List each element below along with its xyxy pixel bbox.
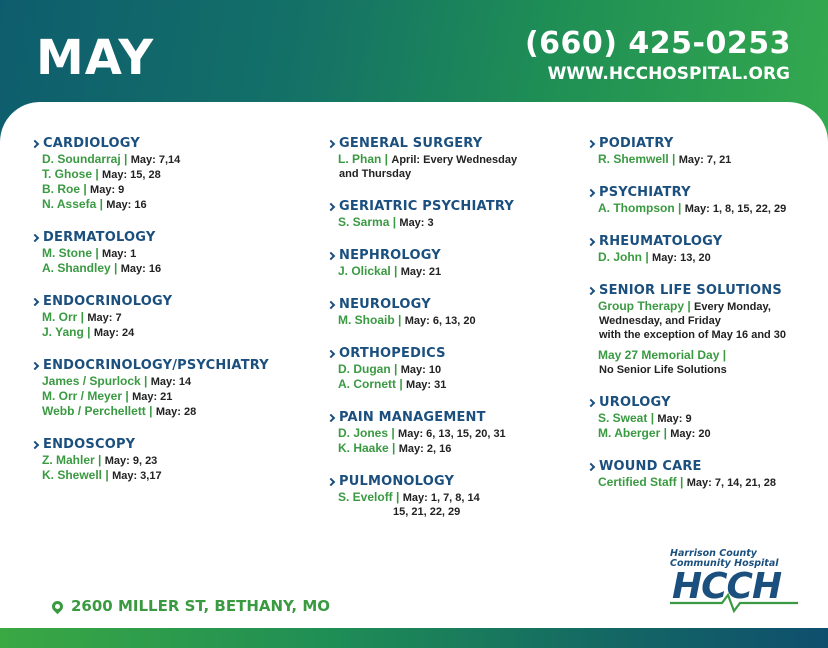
specialty-title	[587, 459, 817, 475]
provider-entry	[587, 299, 817, 314]
separator: |	[388, 426, 399, 440]
specialty-title-text: RHEUMATOLOGY	[599, 234, 723, 249]
provider-entry	[327, 152, 577, 167]
chevron-right-icon	[587, 238, 595, 246]
separator: |	[394, 313, 405, 327]
separator: |	[396, 377, 407, 391]
provider-dates: May: 20	[670, 428, 711, 440]
provider-dates: May: 3	[399, 217, 434, 229]
provider-entry	[587, 475, 817, 490]
provider-notes: with the exception of May 16 and 30	[599, 329, 787, 341]
separator: |	[668, 152, 679, 166]
provider-dates: May: 9, 23	[104, 455, 158, 467]
provider-dates: May: 7, 14, 21, 28	[686, 477, 776, 489]
provider-name: S. Eveloff	[338, 490, 393, 504]
provider-dates: May: 21	[132, 391, 173, 403]
provider-dates: May: 31	[406, 379, 447, 391]
provider-entry	[587, 250, 817, 265]
specialty-section	[31, 358, 301, 419]
specialty-title-text: ENDOSCOPY	[43, 437, 136, 452]
specialty-title-text: NEUROLOGY	[339, 297, 431, 312]
provider-dates: Every Monday,	[694, 301, 771, 313]
separator: |	[92, 246, 103, 260]
provider-entry	[327, 377, 577, 392]
provider-dates: May: 16	[106, 199, 147, 211]
provider-dates: May: 7	[87, 312, 122, 324]
separator: |	[140, 374, 151, 388]
provider-name: M. Shoaib	[338, 313, 395, 327]
logo-mark: HCCH	[672, 566, 782, 607]
hcch-logo	[670, 549, 800, 619]
separator: |	[92, 167, 103, 181]
separator: |	[674, 201, 685, 215]
provider-entry	[31, 389, 301, 404]
specialty-section	[327, 410, 577, 456]
separator: |	[642, 250, 653, 264]
provider-name: L. Phan	[338, 152, 382, 166]
separator: |	[80, 182, 91, 196]
specialty-section	[327, 297, 577, 328]
specialty-title-text: PSYCHIATRY	[599, 185, 691, 200]
specialty-title	[327, 136, 577, 152]
provider-name: K. Shewell	[42, 468, 103, 482]
provider-dates: May: 9	[90, 184, 125, 196]
separator: |	[120, 152, 131, 166]
specialty-title	[31, 294, 301, 310]
specialty-title-text: PODIATRY	[599, 136, 674, 151]
provider-entry	[31, 152, 301, 167]
specialty-title	[587, 185, 817, 201]
provider-entry	[31, 468, 301, 483]
provider-dates: May: 24	[93, 327, 135, 339]
separator: |	[684, 299, 695, 313]
specialty-title	[587, 136, 817, 152]
specialty-title	[587, 395, 817, 411]
provider-notes: Wednesday, and Friday	[599, 315, 721, 327]
separator: |	[110, 261, 121, 275]
chevron-right-icon	[327, 203, 335, 211]
provider-entry	[587, 348, 817, 363]
provider-dates: May: 14	[150, 376, 192, 388]
provider-entry	[587, 201, 817, 216]
phone-number[interactable]: (660) 425-0253	[524, 26, 791, 61]
chevron-right-icon	[327, 252, 335, 260]
provider-dates: May: 10	[400, 364, 442, 376]
specialty-title	[327, 474, 577, 490]
month-title: MAY	[36, 30, 155, 86]
specialty-title-text: ENDOCRINOLOGY/PSYCHIATRY	[43, 358, 269, 373]
provider-entry	[327, 362, 577, 377]
separator: |	[96, 197, 107, 211]
specialty-title-text: CARDIOLOGY	[43, 136, 140, 151]
provider-dates: May: 3,17	[112, 470, 162, 482]
specialty-title-text: UROLOGY	[599, 395, 671, 410]
provider-dates: May: 1, 7, 8, 14	[402, 492, 480, 504]
separator: |	[388, 441, 399, 455]
separator: |	[390, 362, 401, 376]
provider-dates: April: Every Wednesday	[391, 154, 518, 166]
provider-entry	[31, 261, 301, 276]
column-3	[587, 136, 817, 508]
specialty-title	[31, 136, 301, 152]
address-text: 2600 MILLER ST, BETHANY, MO	[71, 597, 331, 615]
specialty-section	[327, 346, 577, 392]
specialty-section	[327, 474, 577, 519]
heartbeat-line-icon	[670, 591, 798, 615]
provider-name: M. Stone	[42, 246, 92, 260]
provider-name: Webb / Perchellett	[42, 404, 146, 418]
provider-entry	[327, 215, 577, 230]
provider-notes: No Senior Life Solutions	[599, 364, 727, 376]
specialty-section	[587, 136, 817, 167]
provider-name: R. Shemwell	[598, 152, 669, 166]
chevron-right-icon	[31, 234, 39, 242]
specialty-title-text: ORTHOPEDICS	[339, 346, 446, 361]
provider-notes: and Thursday	[339, 168, 412, 180]
provider-name: May 27 Memorial Day	[598, 348, 720, 362]
specialty-title-text: WOUND CARE	[599, 459, 702, 474]
provider-entry	[31, 182, 301, 197]
specialty-title	[327, 297, 577, 313]
provider-dates: May: 6, 13, 15, 20, 31	[398, 428, 506, 440]
provider-dates: May: 15, 28	[102, 169, 161, 181]
specialty-section	[587, 185, 817, 216]
specialty-section	[327, 136, 577, 181]
separator: |	[389, 215, 400, 229]
provider-entry	[327, 426, 577, 441]
separator: |	[390, 264, 401, 278]
specialty-title	[327, 248, 577, 264]
provider-name: J. Yang	[42, 325, 84, 339]
provider-dates: May: 2, 16	[398, 443, 452, 455]
specialty-title-text: GERIATRIC PSYCHIATRY	[339, 199, 514, 214]
separator: |	[145, 404, 156, 418]
provider-dates: May: 1, 8, 15, 22, 29	[684, 203, 787, 215]
separator: |	[719, 348, 727, 362]
provider-dates: May: 1	[102, 248, 137, 260]
provider-name: D. John	[598, 250, 642, 264]
chevron-right-icon	[327, 414, 335, 422]
separator: |	[77, 310, 88, 324]
provider-dates: May: 28	[155, 406, 197, 418]
provider-entry	[31, 246, 301, 261]
separator: |	[94, 453, 105, 467]
provider-name: A. Shandley	[42, 261, 111, 275]
specialty-title-text: SENIOR LIFE SOLUTIONS	[599, 283, 782, 298]
provider-dates: May: 9	[657, 413, 692, 425]
specialty-title	[327, 410, 577, 426]
separator: |	[660, 426, 671, 440]
specialty-section	[31, 437, 301, 483]
separator: |	[676, 475, 687, 489]
specialty-title-text: PAIN MANAGEMENT	[339, 410, 486, 425]
chevron-right-icon	[31, 298, 39, 306]
provider-name: S. Sweat	[598, 411, 648, 425]
chevron-right-icon	[587, 287, 595, 295]
provider-name: M. Orr / Meyer	[42, 389, 123, 403]
provider-entry	[587, 152, 817, 167]
specialty-title-text: NEPHROLOGY	[339, 248, 441, 263]
specialty-title	[327, 346, 577, 362]
provider-name: D. Soundarraj	[42, 152, 121, 166]
provider-name: Group Therapy	[598, 299, 685, 313]
separator: |	[102, 468, 113, 482]
provider-entry	[31, 453, 301, 468]
specialty-title-text: PULMONOLOGY	[339, 474, 455, 489]
separator: |	[83, 325, 94, 339]
provider-name: T. Ghose	[42, 167, 93, 181]
specialty-title-text: ENDOCRINOLOGY	[43, 294, 173, 309]
chevron-right-icon	[327, 350, 335, 358]
separator: |	[381, 152, 392, 166]
provider-entry	[587, 411, 817, 426]
specialty-section	[327, 199, 577, 230]
specialty-title-text: GENERAL SURGERY	[339, 136, 483, 151]
provider-entry	[587, 426, 817, 441]
specialty-section	[31, 136, 301, 212]
logo-line-2: Community Hospital	[670, 558, 779, 569]
specialty-title	[31, 437, 301, 453]
specialty-title	[31, 230, 301, 246]
separator: |	[392, 490, 403, 504]
specialty-title	[327, 199, 577, 215]
separator: |	[122, 389, 133, 403]
address	[52, 597, 330, 615]
specialty-title	[587, 283, 817, 299]
chevron-right-icon	[587, 189, 595, 197]
provider-name: N. Assefa	[42, 197, 97, 211]
provider-entry	[327, 264, 577, 279]
chevron-right-icon	[31, 441, 39, 449]
specialty-section	[31, 230, 301, 276]
separator: |	[647, 411, 658, 425]
location-pin-icon	[50, 598, 66, 614]
chevron-right-icon	[31, 362, 39, 370]
specialty-section	[587, 234, 817, 265]
provider-name: Z. Mahler	[42, 453, 95, 467]
provider-name: M. Orr	[42, 310, 78, 324]
specialty-title-text: DERMATOLOGY	[43, 230, 156, 245]
provider-name: S. Sarma	[338, 215, 390, 229]
provider-name: A. Thompson	[598, 201, 675, 215]
provider-dates: May: 21	[400, 266, 442, 278]
bottom-bar	[0, 628, 828, 648]
specialty-title	[31, 358, 301, 374]
column-1	[31, 136, 301, 501]
specialty-title	[587, 234, 817, 250]
website-link[interactable]: WWW.HCCHOSPITAL.ORG	[547, 64, 790, 84]
provider-entry	[327, 490, 577, 505]
provider-name: K. Haake	[338, 441, 389, 455]
provider-name: J. Olickal	[338, 264, 391, 278]
provider-dates: May: 7, 21	[678, 154, 732, 166]
provider-dates: May: 16	[120, 263, 162, 275]
provider-name: Certified Staff	[598, 475, 677, 489]
chevron-right-icon	[31, 140, 39, 148]
provider-name: B. Roe	[42, 182, 81, 196]
provider-name: James / Spurlock	[42, 374, 141, 388]
provider-entry	[31, 374, 301, 389]
provider-entry	[31, 167, 301, 182]
provider-dates: May: 7,14	[130, 154, 181, 166]
provider-dates: May: 13, 20	[652, 252, 711, 264]
logo-line-1: Harrison County	[670, 548, 757, 559]
chevron-right-icon	[587, 399, 595, 407]
chevron-right-icon	[327, 478, 335, 486]
provider-entry	[31, 310, 301, 325]
provider-entry	[31, 325, 301, 340]
provider-notes: 15, 21, 22, 29	[393, 506, 461, 518]
provider-dates: May: 6, 13, 20	[404, 315, 476, 327]
column-2	[327, 136, 577, 537]
chevron-right-icon	[587, 140, 595, 148]
provider-entry	[327, 313, 577, 328]
chevron-right-icon	[327, 140, 335, 148]
chevron-right-icon	[587, 463, 595, 471]
specialty-section	[31, 294, 301, 340]
provider-entry	[31, 197, 301, 212]
provider-name: M. Aberger	[598, 426, 661, 440]
specialty-section	[327, 248, 577, 279]
specialty-section	[587, 283, 817, 377]
chevron-right-icon	[327, 301, 335, 309]
specialty-section	[587, 459, 817, 490]
provider-entry	[31, 404, 301, 419]
specialty-section	[587, 395, 817, 441]
provider-name: D. Jones	[338, 426, 389, 440]
provider-name: A. Cornett	[338, 377, 396, 391]
provider-name: D. Dugan	[338, 362, 391, 376]
provider-entry	[327, 441, 577, 456]
